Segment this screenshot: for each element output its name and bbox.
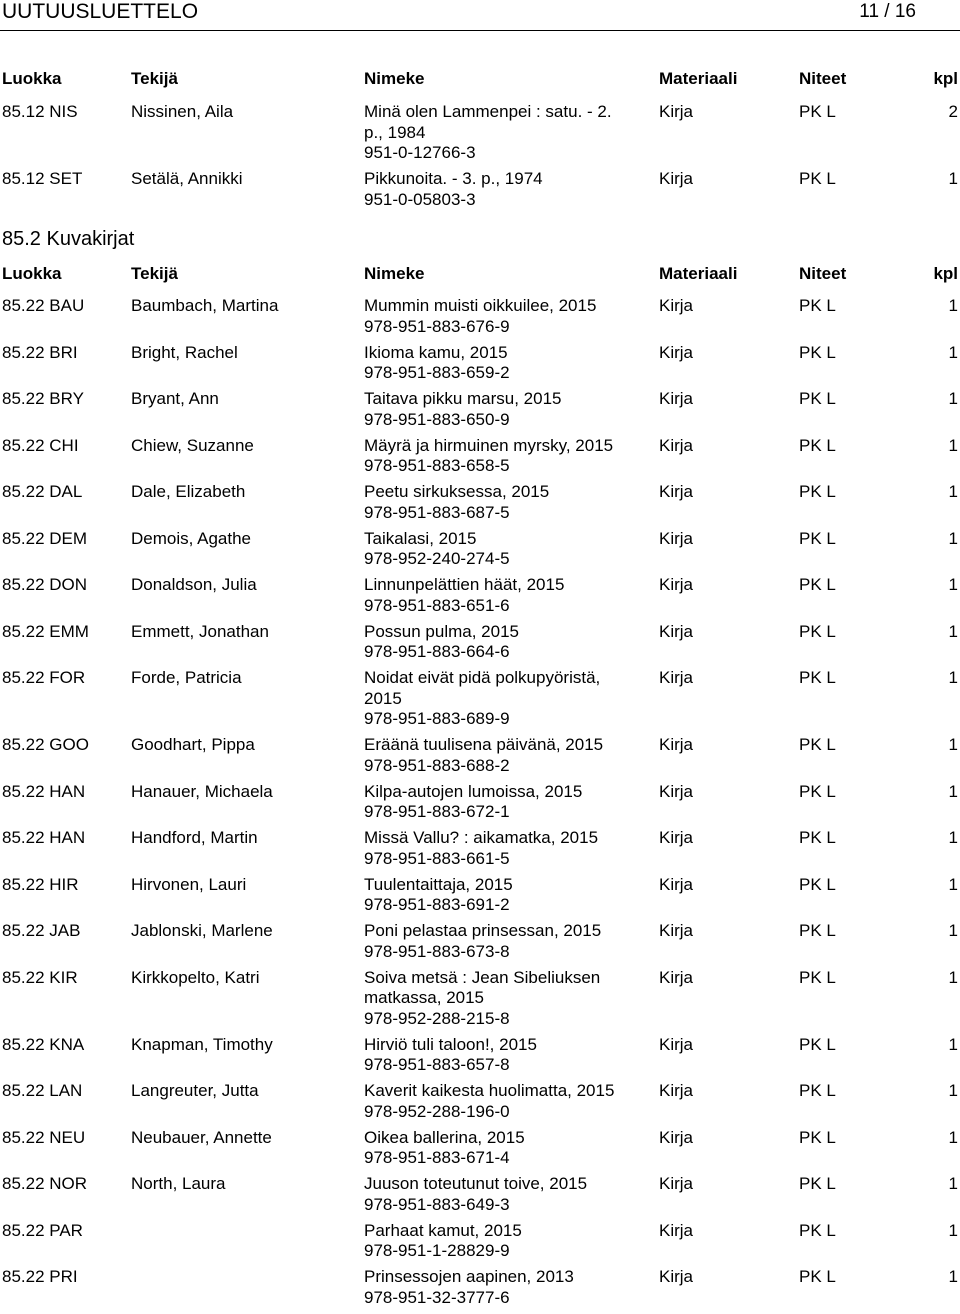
column-header-row <box>0 256 960 290</box>
table-row <box>0 968 960 1035</box>
isbn: 978-951-883-691-2 <box>364 895 510 914</box>
title-line: Kaverit kaikesta huolimatta, 2015 <box>364 1081 615 1100</box>
cell-materiaali: Kirja <box>659 435 694 455</box>
cell-materiaali: Kirja <box>659 621 694 641</box>
cell-niteet: PK L <box>799 1081 836 1100</box>
isbn: 978-951-883-651-6 <box>364 595 510 615</box>
cell-kpl: 1 <box>948 482 958 501</box>
cell-materiaali: Kirja <box>659 1034 694 1054</box>
cell-niteet: PK L <box>799 1267 836 1286</box>
table-row <box>0 1128 960 1175</box>
title-line: Taikalasi, 2015 <box>364 528 477 548</box>
cell-tekija: Bright, Rachel <box>131 342 238 362</box>
cell-niteet: PK L <box>799 1174 836 1193</box>
cell-nimeke <box>364 828 644 869</box>
table-row <box>0 1221 960 1268</box>
cell-materiaali: Kirja <box>659 1267 694 1286</box>
cell-materiaali: Kirja <box>659 967 694 987</box>
cell-kpl: 1 <box>948 169 958 188</box>
cell-luokka: 85.22 HAN <box>2 828 86 847</box>
title-line: Ikioma kamu, 2015 <box>364 342 508 362</box>
title-line: matkassa, 2015 <box>364 988 485 1007</box>
cell-niteet: PK L <box>799 482 836 501</box>
table-row <box>0 875 960 922</box>
cell-materiaali: Kirja <box>659 296 694 315</box>
cell-nimeke <box>364 968 644 1030</box>
cell-kpl: 1 <box>948 1267 958 1286</box>
isbn: 978-951-883-657-8 <box>364 1055 510 1074</box>
cell-luokka: 85.22 HAN <box>2 781 86 801</box>
table-row <box>0 1174 960 1221</box>
cell-nimeke <box>364 1081 644 1122</box>
cell-nimeke <box>364 1267 644 1308</box>
cell-tekija: Handford, Martin <box>131 828 258 847</box>
cell-luokka: 85.22 NOR <box>2 1174 88 1193</box>
column-header-materiaali: Materiaali <box>659 264 738 283</box>
cell-kpl: 1 <box>948 1081 958 1100</box>
table-row <box>0 529 960 576</box>
title-line: p., 1984 <box>364 122 426 142</box>
cell-tekija: Dale, Elizabeth <box>131 482 246 501</box>
cell-niteet: PK L <box>799 828 836 847</box>
cell-tekija: North, Laura <box>131 1174 226 1193</box>
cell-materiaali: Kirja <box>659 528 694 548</box>
isbn: 978-952-288-196-0 <box>364 1101 510 1121</box>
cell-kpl: 1 <box>948 874 958 894</box>
section-heading <box>0 220 960 256</box>
column-header-niteet: Niteet <box>799 264 847 283</box>
cell-kpl: 1 <box>948 781 958 801</box>
cell-luokka: 85.22 HIR <box>2 874 79 894</box>
section-heading-text: 85.2 Kuvakirjat <box>2 228 135 250</box>
cell-luokka: 85.22 BRY <box>2 389 84 408</box>
section-rows <box>0 102 960 216</box>
cell-nimeke <box>364 1128 644 1169</box>
title-line: Mummin muisti oikkuilee, 2015 <box>364 296 597 315</box>
title-line: Noidat eivät pidä polkupyöristä, <box>364 668 601 687</box>
table-row <box>0 482 960 529</box>
isbn: 978-951-883-672-1 <box>364 802 510 821</box>
section-rows <box>0 296 960 1314</box>
table-row <box>0 1267 960 1314</box>
cell-nimeke <box>364 875 644 916</box>
cell-kpl: 1 <box>948 621 958 641</box>
cell-kpl: 1 <box>948 342 958 362</box>
cell-materiaali: Kirja <box>659 482 694 501</box>
cell-niteet: PK L <box>799 528 836 548</box>
cell-materiaali: Kirja <box>659 169 694 188</box>
title-line: Peetu sirkuksessa, 2015 <box>364 482 550 501</box>
table-row <box>0 782 960 829</box>
isbn: 978-951-883-664-6 <box>364 642 510 661</box>
isbn: 978-951-883-658-5 <box>364 456 510 475</box>
cell-tekija: Donaldson, Julia <box>131 575 257 594</box>
column-header-row <box>0 61 960 95</box>
cell-nimeke <box>364 575 644 616</box>
title-line: 2015 <box>364 688 402 708</box>
cell-materiaali: Kirja <box>659 874 694 894</box>
cell-luokka: 85.22 NEU <box>2 1127 86 1147</box>
cell-niteet: PK L <box>799 781 836 801</box>
table-row <box>0 436 960 483</box>
cell-tekija: Demois, Agathe <box>131 528 252 548</box>
title-line: Oikea ballerina, 2015 <box>364 1127 525 1147</box>
cell-kpl: 1 <box>948 1034 958 1054</box>
title-line: Prinsessojen aapinen, 2013 <box>364 1267 574 1286</box>
table-row <box>0 828 960 875</box>
cell-niteet: PK L <box>799 735 836 754</box>
isbn: 978-951-883-676-9 <box>364 316 510 336</box>
table-row <box>0 668 960 735</box>
title-line: Missä Vallu? : aikamatka, 2015 <box>364 828 599 847</box>
cell-materiaali: Kirja <box>659 575 694 594</box>
cell-nimeke <box>364 529 644 570</box>
column-header-tekija: Tekijä <box>131 69 178 88</box>
cell-tekija: Nissinen, Aila <box>131 102 234 121</box>
title-line: Eräänä tuulisena päivänä, 2015 <box>364 735 604 754</box>
cell-materiaali: Kirja <box>659 828 694 847</box>
cell-luokka: 85.12 SET <box>2 169 83 188</box>
title-line: Taitava pikku marsu, 2015 <box>364 389 562 408</box>
table-row <box>0 1081 960 1128</box>
cell-nimeke <box>364 1174 644 1215</box>
cell-materiaali: Kirja <box>659 342 694 362</box>
cell-luokka: 85.22 LAN <box>2 1081 83 1100</box>
cell-luokka: 85.22 KIR <box>2 967 78 987</box>
cell-tekija: Goodhart, Pippa <box>131 735 255 754</box>
cell-luokka: 85.22 CHI <box>2 435 79 455</box>
column-header-luokka: Luokka <box>2 264 62 283</box>
cell-kpl: 1 <box>948 1174 958 1193</box>
cell-nimeke <box>364 102 644 164</box>
cell-luokka: 85.22 BAU <box>2 296 85 315</box>
cell-tekija: Jablonski, Marlene <box>131 921 273 940</box>
cell-niteet: PK L <box>799 169 836 188</box>
cell-niteet: PK L <box>799 342 836 362</box>
isbn: 978-951-883-649-3 <box>364 1194 510 1214</box>
cell-materiaali: Kirja <box>659 389 694 408</box>
isbn: 951-0-12766-3 <box>364 143 476 162</box>
cell-niteet: PK L <box>799 621 836 641</box>
cell-kpl: 1 <box>948 828 958 847</box>
cell-kpl: 1 <box>948 296 958 315</box>
cell-luokka: 85.22 FOR <box>2 668 86 687</box>
cell-niteet: PK L <box>799 921 836 940</box>
cell-tekija: Setälä, Annikki <box>131 169 243 188</box>
column-header-nimeke: Nimeke <box>364 264 425 283</box>
column-header-luokka: Luokka <box>2 69 62 88</box>
column-header-niteet: Niteet <box>799 69 847 88</box>
cell-luokka: 85.22 EMM <box>2 621 89 641</box>
cell-nimeke <box>364 169 644 210</box>
column-header-tekija: Tekijä <box>131 264 178 283</box>
cell-tekija: Baumbach, Martina <box>131 296 279 315</box>
table-row <box>0 1035 960 1082</box>
cell-niteet: PK L <box>799 1220 836 1240</box>
cell-nimeke <box>364 482 644 523</box>
cell-materiaali: Kirja <box>659 1220 694 1240</box>
cell-kpl: 1 <box>948 435 958 455</box>
cell-niteet: PK L <box>799 874 836 894</box>
title-line: Soiva metsä : Jean Sibeliuksen <box>364 967 601 987</box>
page-number: 11 / 16 <box>859 1 916 22</box>
title-line: Kilpa-autojen lumoissa, 2015 <box>364 781 583 801</box>
cell-luokka: 85.22 DAL <box>2 482 83 501</box>
cell-tekija: Forde, Patricia <box>131 668 242 687</box>
cell-niteet: PK L <box>799 389 836 408</box>
cell-materiaali: Kirja <box>659 1174 694 1193</box>
isbn: 978-951-883-689-9 <box>364 709 510 728</box>
table-row <box>0 343 960 390</box>
cell-nimeke <box>364 921 644 962</box>
cell-materiaali: Kirja <box>659 735 694 754</box>
isbn: 978-951-883-687-5 <box>364 502 510 522</box>
title-line: Pikkunoita. - 3. p., 1974 <box>364 169 543 188</box>
cell-tekija: Emmett, Jonathan <box>131 621 269 641</box>
cell-kpl: 1 <box>948 528 958 548</box>
cell-kpl: 1 <box>948 389 958 408</box>
document-title: UUTUUSLUETTELO <box>2 0 199 23</box>
header-rule <box>0 30 960 31</box>
title-line: Juuson toteutunut toive, 2015 <box>364 1174 588 1193</box>
cell-niteet: PK L <box>799 102 836 121</box>
cell-luokka: 85.22 PRI <box>2 1267 78 1286</box>
cell-kpl: 1 <box>948 575 958 594</box>
cell-luokka: 85.12 NIS <box>2 102 78 121</box>
table-row <box>0 169 960 216</box>
isbn: 978-952-288-215-8 <box>364 1008 510 1028</box>
title-line: Possun pulma, 2015 <box>364 621 519 641</box>
cell-niteet: PK L <box>799 668 836 687</box>
cell-materiaali: Kirja <box>659 1127 694 1147</box>
cell-niteet: PK L <box>799 575 836 594</box>
isbn: 978-951-883-659-2 <box>364 363 510 382</box>
table-row <box>0 735 960 782</box>
cell-materiaali: Kirja <box>659 781 694 801</box>
isbn: 978-952-240-274-5 <box>364 549 510 568</box>
isbn: 978-951-1-28829-9 <box>364 1241 510 1260</box>
column-header-kpl: kpl <box>933 264 958 283</box>
cell-nimeke <box>364 389 644 430</box>
isbn: 978-951-883-650-9 <box>364 409 510 429</box>
cell-niteet: PK L <box>799 435 836 455</box>
cell-kpl: 2 <box>948 102 958 121</box>
cell-materiaali: Kirja <box>659 921 694 940</box>
cell-tekija: Langreuter, Jutta <box>131 1081 259 1100</box>
isbn: 951-0-05803-3 <box>364 189 476 209</box>
cell-nimeke <box>364 622 644 663</box>
table-row <box>0 296 960 343</box>
cell-nimeke <box>364 1221 644 1262</box>
isbn: 978-951-883-661-5 <box>364 848 510 868</box>
cell-tekija: Knapman, Timothy <box>131 1034 273 1054</box>
cell-materiaali: Kirja <box>659 1081 694 1100</box>
table-row <box>0 389 960 436</box>
cell-kpl: 1 <box>948 967 958 987</box>
title-line: Parhaat kamut, 2015 <box>364 1220 522 1240</box>
isbn: 978-951-883-673-8 <box>364 941 510 961</box>
cell-nimeke <box>364 436 644 477</box>
cell-niteet: PK L <box>799 1034 836 1054</box>
title-line: Tuulentaittaja, 2015 <box>364 874 513 894</box>
cell-kpl: 1 <box>948 668 958 687</box>
title-line: Poni pelastaa prinsessan, 2015 <box>364 921 602 940</box>
isbn: 978-951-32-3777-6 <box>364 1287 510 1307</box>
cell-materiaali: Kirja <box>659 102 694 121</box>
page-header <box>0 0 960 34</box>
title-line: Hirviö tuli taloon!, 2015 <box>364 1034 537 1054</box>
cell-nimeke <box>364 343 644 384</box>
column-header-materiaali: Materiaali <box>659 69 738 88</box>
cell-luokka: 85.22 GOO <box>2 735 89 754</box>
cell-niteet: PK L <box>799 296 836 315</box>
cell-tekija: Bryant, Ann <box>131 389 219 408</box>
table-row <box>0 622 960 669</box>
cell-nimeke <box>364 735 644 776</box>
cell-nimeke <box>364 1035 644 1076</box>
isbn: 978-951-883-688-2 <box>364 755 510 775</box>
title-line: Mäyrä ja hirmuinen myrsky, 2015 <box>364 435 614 455</box>
cell-luokka: 85.22 BRI <box>2 342 78 362</box>
cell-kpl: 1 <box>948 735 958 754</box>
table-row <box>0 921 960 968</box>
cell-nimeke <box>364 782 644 823</box>
table-row <box>0 575 960 622</box>
cell-niteet: PK L <box>799 1127 836 1147</box>
cell-tekija: Chiew, Suzanne <box>131 435 254 455</box>
cell-luokka: 85.22 JAB <box>2 921 81 940</box>
cell-luokka: 85.22 DON <box>2 575 88 594</box>
cell-tekija: Neubauer, Annette <box>131 1127 272 1147</box>
cell-kpl: 1 <box>948 1127 958 1147</box>
cell-kpl: 1 <box>948 921 958 940</box>
cell-luokka: 85.22 DEM <box>2 528 88 548</box>
cell-luokka: 85.22 PAR <box>2 1220 83 1240</box>
cell-tekija: Hirvonen, Lauri <box>131 874 247 894</box>
column-header-nimeke: Nimeke <box>364 69 425 88</box>
cell-nimeke <box>364 668 644 730</box>
cell-materiaali: Kirja <box>659 668 694 687</box>
cell-tekija: Hanauer, Michaela <box>131 781 273 801</box>
isbn: 978-951-883-671-4 <box>364 1148 510 1167</box>
cell-nimeke <box>364 296 644 337</box>
title-line: Linnunpelättien häät, 2015 <box>364 575 565 594</box>
cell-kpl: 1 <box>948 1220 958 1240</box>
title-line: Minä olen Lammenpei : satu. - 2. <box>364 102 612 121</box>
cell-niteet: PK L <box>799 967 836 987</box>
column-header-kpl: kpl <box>933 69 958 88</box>
table-row <box>0 102 960 169</box>
cell-tekija: Kirkkopelto, Katri <box>131 967 260 987</box>
cell-luokka: 85.22 KNA <box>2 1034 85 1054</box>
